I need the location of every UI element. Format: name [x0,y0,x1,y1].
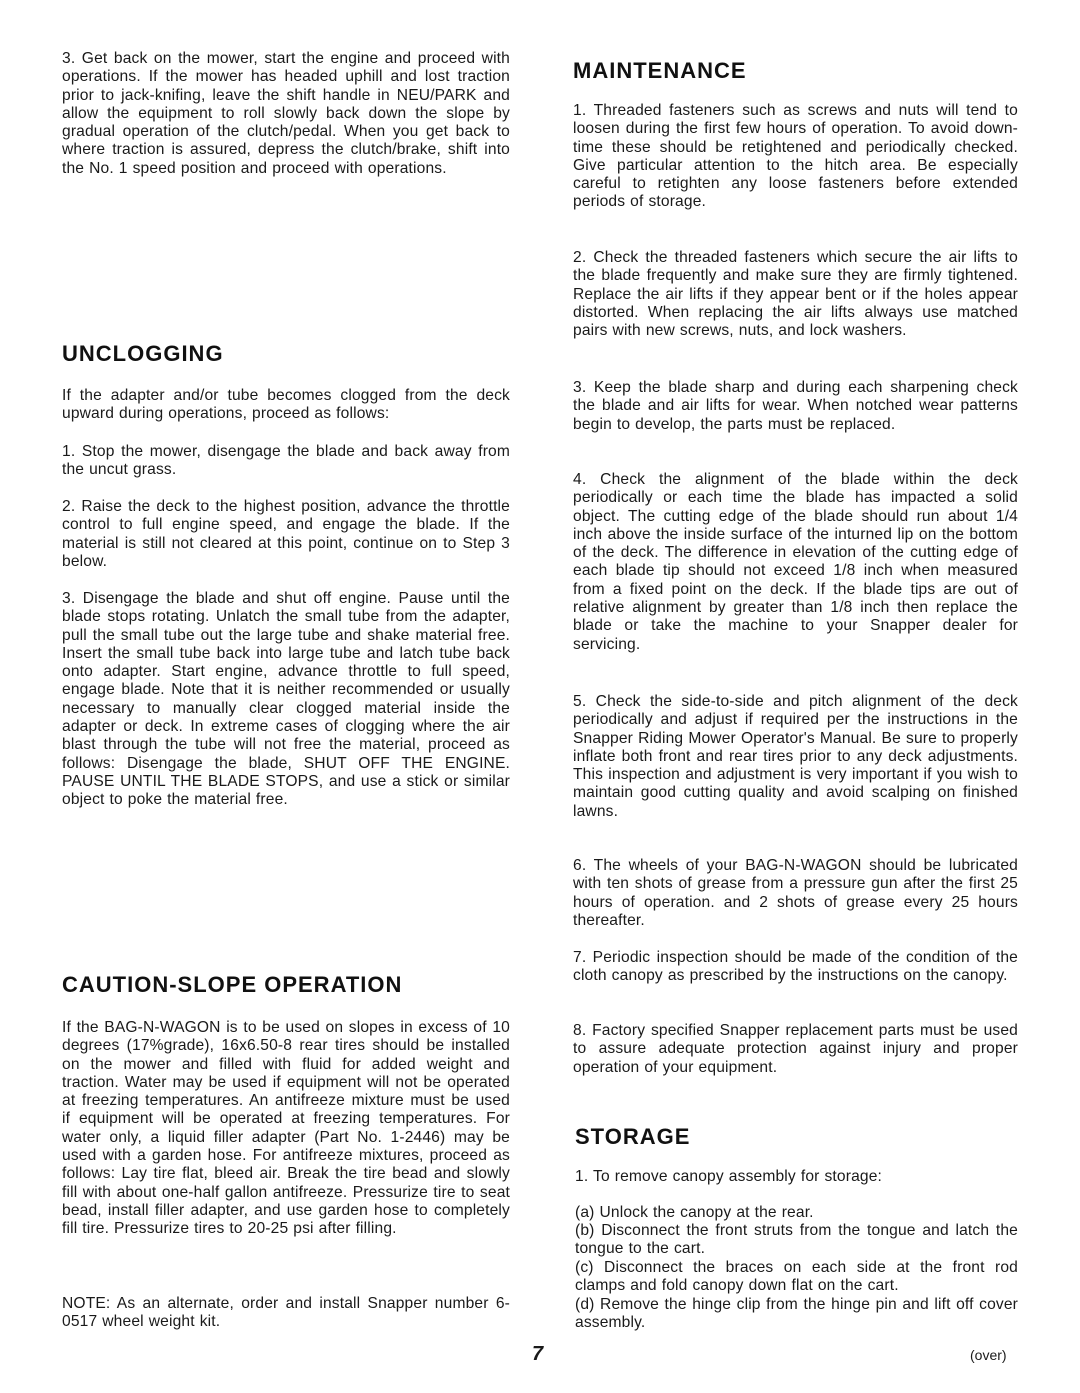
unclogging-step1: 1. Stop the mower, disengage the blade and back away from the uncut grass. [62,443,510,479]
unclogging-step3: 3. Disengage the blade and shut off engine. Pause until the blade stops rotating. Unlatch the small tube from the adapter, pull the small tube out the large tube and shake material free. Insert the small tube back into large tube and latch tube back onto adapter. Start engine, advance throttle to full speed, engage blade. Note that it is neither recommended or usually necessary to manually clear clogged material inside the adapter or deck. In extreme cases of clogging where the air blast through the tube will not free the material, proceed as follows: Disengage the blade, SHUT OFF THE ENGINE. PAUSE UNTIL THE BLADE STOPS, and use a stick or similar object to poke the material free. [62,590,510,809]
over-label: (over) [970,1347,1007,1363]
storage-step-c: (c) Disconnect the braces on each side at the front rod clamps and fold canopy down flat on the cart. [575,1259,1018,1295]
maintenance-heading: MAINTENANCE [573,58,747,83]
maintenance-item-3: 3. Keep the blade sharp and during each sharpening check the blade and air lifts for wear. When notched wear patterns begin to develop, the parts must be replaced. [573,379,1018,433]
storage-step-d: (d) Remove the hinge clip from the hinge pin and lift off cover assembly. [575,1296,1018,1332]
maintenance-item-1: 1. Threaded fasteners such as screws and nuts will tend to loosen during the first few hours of operation. To avoid down-time these should be retightened and periodically checked. Give particular attention to the hitch area. Be especially careful to retighten any loose fasteners before extended periods of storage. [573,102,1018,211]
caution-heading: CAUTION-SLOPE OPERATION [62,972,403,997]
step3-continued: 3. Get back on the mower, start the engine and proceed with operations. If the mower has headed uphill and lost traction prior to jack-knifing, leave the shift handle in NEU/PARK and allow the equipment to roll slowly back down the slope by gradual operation of the clutch/pedal. When you get back to where traction is assured, depress the clutch/brake, shift into the No. 1 speed position and proceed with operations. [62,50,510,177]
unclogging-heading: UNCLOGGING [62,341,224,366]
maintenance-item-5: 5. Check the side-to-side and pitch alignment of the deck periodically and adjust if required per the instructions in the Snapper Riding Mower Operator's Manual. Be sure to properly inflate both front and rear tires prior to any deck adjustments. This inspection and adjustment is very important if you wish to maintain good cutting quality and avoid scalping on finished lawns. [573,693,1018,820]
maintenance-item-2: 2. Check the threaded fasteners which secure the air lifts to the blade frequently and make sure they are firmly tightened. Replace the air lifts if they appear bent or if the holes appear distorted. When replacing the air lifts always use matched pairs with new screws, nuts, and lock washers. [573,249,1018,340]
maintenance-item-7: 7. Periodic inspection should be made of the condition of the cloth canopy as prescribed by the instructions on the canopy. [573,949,1018,985]
storage-step-a: (a) Unlock the canopy at the rear. [575,1204,814,1221]
unclogging-intro: If the adapter and/or tube becomes clogged from the deck upward during operations, proceed as follows: [62,387,510,423]
caution-body: If the BAG-N-WAGON is to be used on slopes in excess of 10 degrees (17%grade), 16x6.50-8 rear tires should be installed on the mower and filled with fluid for added weight and traction. Water may be used if equipment will not be operated at freezing temperatures. An antifreeze mixture must be used if equipment will be operated at freezing temperatures. For water only, a liquid filler adapter (Part No. 1-2446) may be used with a garden hose. For antifreeze mixtures, proceed as follows: Lay tire flat, bleed air. Break the tire bead and slowly fill with about one-half gallon antifreeze. Pressurize tire to seat bead, install filler adapter, and use garden hose to completely fill tire. Pressurize tires to 20-25 psi after filling. [62,1019,510,1238]
page-number: 7 [532,1343,544,1365]
maintenance-item-6: 6. The wheels of your BAG-N-WAGON should be lubricated with ten shots of grease from a pressure gun after the first 25 hours of operation. and 2 shots of grease every 25 hours thereafter. [573,857,1018,929]
caution-note: NOTE: As an alternate, order and install Snapper number 6-0517 wheel weight kit. [62,1295,510,1331]
storage-item-1: 1. To remove canopy assembly for storage: [575,1168,883,1185]
unclogging-step2: 2. Raise the deck to the highest position, advance the throttle control to full engine speed, and engage the blade. If the material is still not cleared at this point, continue on to Step 3 below. [62,498,510,570]
storage-heading: STORAGE [575,1124,691,1149]
maintenance-item-8: 8. Factory specified Snapper replacement parts must be used to assure adequate protection against injury and proper operation of your equipment. [573,1022,1018,1076]
storage-step-b: (b) Disconnect the front struts from the tongue and latch the tongue to the cart. [575,1222,1018,1258]
maintenance-item-4: 4. Check the alignment of the blade within the deck periodically or each time the blade has impacted a solid object. The cutting edge of the blade should run about 1/4 inch above the inside surface of the inturned lip on the bottom of the deck. The difference in elevation of the cutting edge of each blade tip should not exceed 1/8 inch when measured from a fixed point on the deck. If the blade tips are out of relative alignment by greater than 1/8 inch then replace the blade or take the machine to your Snapper dealer for servicing. [573,471,1018,653]
